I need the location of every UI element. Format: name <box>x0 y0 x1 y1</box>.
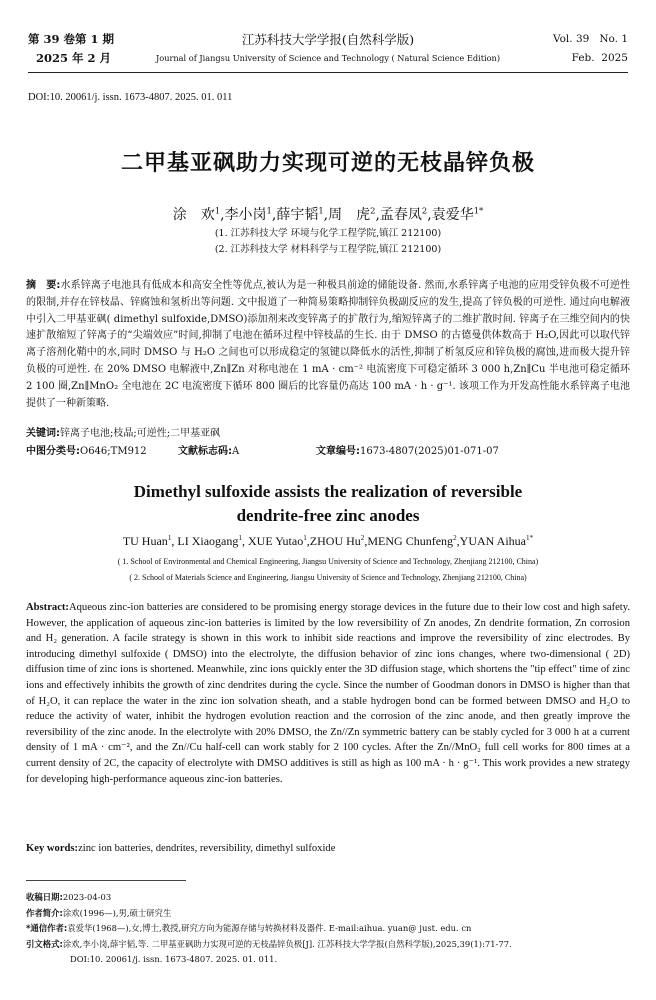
header-rule <box>28 72 628 73</box>
author-en: MENG Chunfeng$^2$, <box>367 534 460 548</box>
affiliations-en <box>0 554 656 586</box>
keywords-cn <box>26 424 630 439</box>
affiliation-cn-2: (2. 江苏科技大学 材料科学与工程学院,镇江 212100) <box>214 244 442 255</box>
keywords-cn-label: 关键词: <box>26 428 60 439</box>
author-en: XUE Yutao$^1$, <box>247 534 310 548</box>
author-en: LI Xiaogang$^1$, <box>177 534 248 548</box>
article-number: 文章编号:1673-4807(2025)01-071-07 <box>316 446 499 457</box>
author-cn: 薛宇韬$^1$, <box>276 205 329 223</box>
author-en: YUAN Aihua$^{1*}$ <box>459 534 534 548</box>
author-en: ZHOU Hu$^2$, <box>309 534 368 548</box>
journal-name-cn: 江苏科技大学学报(自然科学版) <box>241 32 415 47</box>
citation-format: 引文格式:涂欢,李小岗,薛宇韬,等. 二甲基亚砜助力实现可逆的无枝晶锌负极[J]. 江苏科技大学学报(自然科学版),2025,39(1):71-77. <box>26 938 512 949</box>
keywords-en <box>26 843 630 854</box>
citation-doi: DOI:10. 20061/j. issn. 1673-4807. 2025. 01. 011. <box>70 954 278 964</box>
date-cn: 2025 年 2 月 <box>36 51 112 65</box>
abstract-cn-label: 摘 要: <box>26 280 61 291</box>
volume-cn: 第 39 卷第 1 期 <box>28 32 115 46</box>
affiliation-cn-1: (1. 江苏科技大学 环境与化学工程学院,镇江 212100) <box>214 228 442 239</box>
running-header <box>28 30 628 72</box>
doi: DOI:10. 20061/j. issn. 1673-4807. 2025. 01. 011 <box>28 92 233 103</box>
header-center <box>148 30 508 68</box>
author-cn: 袁爱华$^{1*}$ <box>431 205 484 223</box>
author-bio: 作者简介:涂欢(1996—),男,硕士研究生 <box>26 907 172 918</box>
title-en-line-1: Dimethyl sulfoxide assists the realization of reversible <box>133 482 523 501</box>
abstract-en <box>26 600 630 787</box>
authors-en <box>0 534 656 549</box>
affiliation-en-1: ( 1. School of Environmental and Chemical Engineering, Jiangsu University of Science and Technology, Zhenjiang 212100, China) <box>117 557 539 566</box>
volume-en: Vol. 39 No. 1 <box>552 33 628 45</box>
abstract-cn-text: 水系锌离子电池具有低成本和高安全性等优点,被认为是一种极具前途的储能设备. 然而,水系锌离子电池的应用受锌负极不可逆性的限制,并存在锌枝晶、锌腐蚀和氢析出等问题. 文中报道了一种简易策略抑制锌负极副反应的发生,提高了锌负极的可逆性. 通过向电解液中引入二甲基亚砜( dimethyl sulfoxide,DMSO)添加剂来改变锌离子的扩散行为,缩短锌离子的二维扩散时间. 锌离子在三维空间内的快速扩散缩短了锌离子的“尖端效应”时间,抑制了电池在循环过程中锌枝晶的生长. 由于 DMSO 的古德曼供体数高于 H₂O,因此可以取代锌离子溶剂化鞘中的水,同时 DMSO 与 H₂O 之间也可以形成稳定的氢键以降低水的活性,抑制了析氢反应和锌负极的腐蚀,进而极大提升锌负极的可逆性. 在 20% DMSO 电解液中,Zn∥Zn 对称电池在 1 mA · cm⁻² 电流密度下可稳定循环 3 000 h,Zn∥Cu 半电池可稳定循环 2 100 圈,Zn∥MnO₂ 全电池在 2C 电流密度下循环 800 圈后的比容量仍高达 100 mA · h · g⁻¹. 该项工作为开发高性能水系锌离子电池提供了一种新策略. <box>26 280 630 409</box>
footnote-rule <box>26 880 186 881</box>
affiliations-cn <box>0 226 656 258</box>
doc-code: 文献标志码:A <box>178 446 240 457</box>
author-cn: 孟春凤$^2$, <box>379 205 432 223</box>
author-cn: 李小岗$^1$, <box>224 205 277 223</box>
header-right <box>553 30 628 68</box>
authors-cn <box>0 204 656 224</box>
footnotes <box>26 890 630 968</box>
author-cn: 周 虎$^2$, <box>328 205 380 223</box>
abstract-en-text: Aqueous zinc-ion batteries are considered to be promising energy storage devices in the future due to their low cost and high safety. However, the application of aqueous zinc-ion batteries is limited by the low reversibility of Zn anodes, Zn dendrite formation, Zn corrosion and H₂ generation. A facile strategy is shown in this work to inhibit side reactions and improve the reversibility of zinc electrodes. By introducing dimethyl sulfoxide ( DMSO) into the electrolyte, the diffusion behavior of zinc ions changes, where two-dimensional ( 2D) diffusion time of zinc ions is shortened. Meanwhile, zinc ions quickly enter the 3D diffusion stage, which shortens the "tip effect" time of zinc ions and effectively inhibits the growth of zinc dendrites during the cycle. Since the number of Goodman donors in DMSO is higher than that of H₂O, it can replace the water in the zinc ion solvation sheath, and a stable hydrogen bond can be formed between DMSO and H₂O to reduce the activity of water, inhibit the hydrogen evolution reaction and the corrosion of the zinc anode, and then greatly improve the reversibility of the zinc anode. In the electrolyte with 20% DMSO, the Zn//Zn symmetric battery can be stably cycled for 3 000 h at a current density of 1 mA · cm⁻², and the Zn//Cu half-cell can work stably for 2 100 cycles. After the Zn//MnO₂ full cell works for 800 times at a current density of 2C, the capacity of electrolyte with DMSO additives is still as high as 100 mA · h · g⁻¹. This work provides a new strategy for developing high-performance aqueous zinc-ion batteries. <box>26 602 630 785</box>
clc: 中图分类号:O646;TM912 <box>26 446 147 457</box>
affiliation-en-2: ( 2. School of Materials Science and Engineering, Jiangsu University of Science and Technology, Zhenjiang 212100, China) <box>129 573 527 582</box>
author-cn: 涂 欢$^1$, <box>172 205 225 223</box>
header-left <box>28 30 114 68</box>
keywords-cn-text: 锌离子电池;枝晶;可逆性;二甲基亚砜 <box>60 428 221 439</box>
title-en <box>0 480 656 528</box>
title-cn: 二甲基亚砜助力实现可逆的无枝晶锌负极 <box>120 151 535 176</box>
author-en: TU Huan$^1$, <box>122 534 178 548</box>
corresponding-author: *通信作者:袁爱华(1968—),女,博士,教授,研究方向为能源存储与转换材料及器件. E-mail:aihua. yuan@ just. edu. cn <box>26 923 472 933</box>
date-en: Feb. 2025 <box>571 52 628 64</box>
journal-name-en: Journal of Jiangsu University of Science and Technology ( Natural Science Edition) <box>155 53 501 63</box>
keywords-en-label: Key words: <box>26 843 79 854</box>
abstract-en-label: Abstract: <box>26 602 69 613</box>
title-en-line-2: dendrite-free zinc anodes <box>236 506 420 525</box>
keywords-en-text: zinc ion batteries, dendrites, reversibility, dimethyl sulfoxide <box>78 843 336 854</box>
received-date: 收稿日期:2023-04-03 <box>26 892 112 902</box>
abstract-cn <box>26 278 630 412</box>
